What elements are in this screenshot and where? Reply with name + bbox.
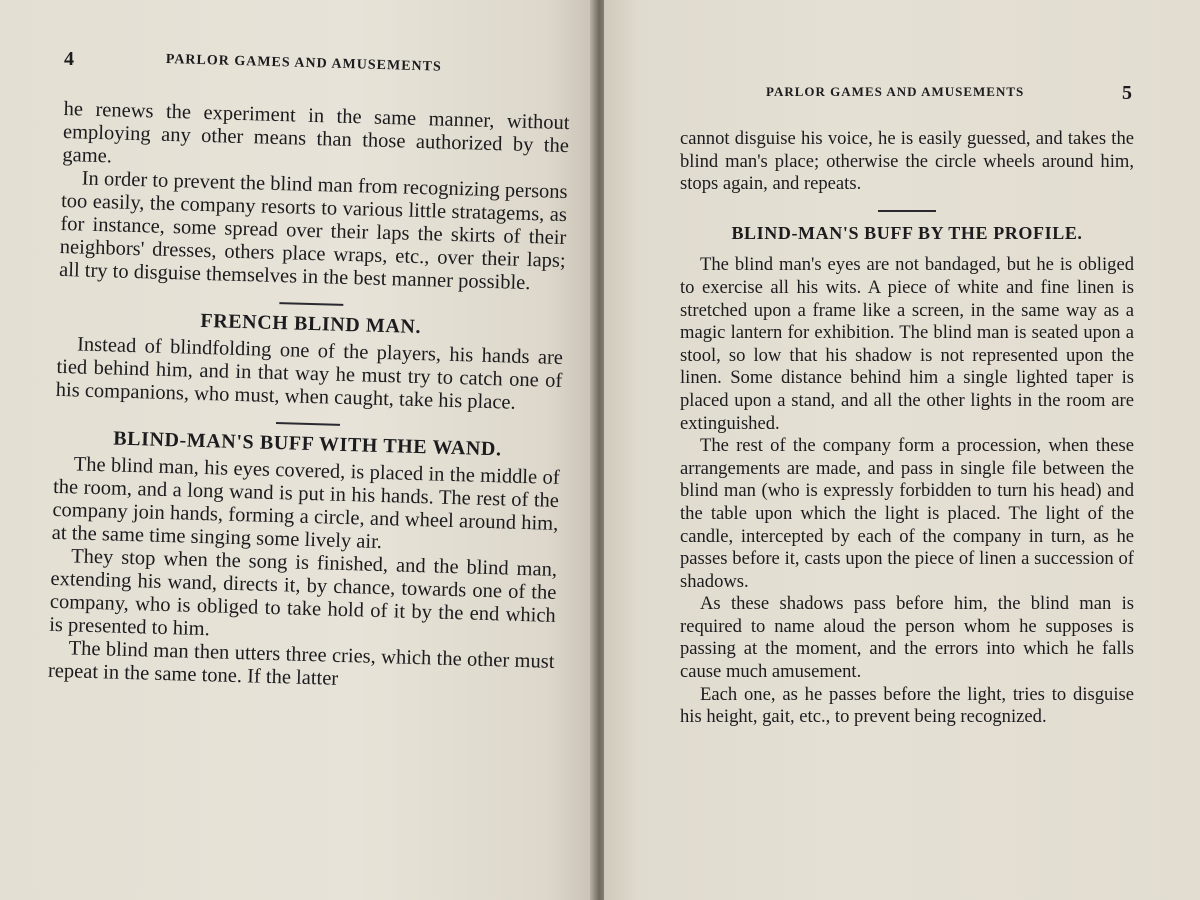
paragraph: The blind man then utters three cries, which the other must repeat in the same tone. If the latter	[47, 637, 555, 690]
right-page	[604, 0, 1200, 900]
paragraph: As these shadows pass before him, the blind man is required to name aloud the person whom he supposes is passing at the moment, and the errors into which he falls cause much amusement.	[680, 593, 1134, 683]
paragraph: Each one, as he passes before the light, tries to disguise his height, gait, etc., to prevent being recognized.	[680, 683, 1134, 728]
left-text-block	[48, 98, 570, 697]
paragraph: cannot disguise his voice, he is easily guessed, and takes the blind man's place; otherwise the circle wheels around him, stops again, and repeats.	[680, 128, 1134, 195]
left-page	[0, 0, 594, 900]
running-head: PARLOR GAMES AND AMUSEMENTS	[165, 52, 442, 75]
section-divider	[279, 302, 343, 306]
section-divider	[878, 210, 936, 212]
section-heading: FRENCH BLIND MAN.	[200, 309, 422, 339]
right-text-block	[680, 128, 1134, 729]
paragraph: Instead of blindfolding one of the players, his hands are tied behind him, and in that way he must try to catch one of his companions, who must, when caught, take his place.	[55, 333, 564, 414]
paragraph: The rest of the company form a procession, when these arrangements are made, and pass in single file between the blind man (who is expressly forbidden to turn his head) and the table upon which the light is placed. The light of the candle, intercepted by each of the company in turn, as he passes before it, casts upon the piece of linen a succession of shadows.	[680, 435, 1134, 592]
paragraph: he renews the experiment in the same manner, without employing any other means than those authorized by the game.	[62, 98, 570, 168]
paragraph: They stop when the song is finished, and the blind man, extending his wand, directs it, by chance, towards one of the company, who is obliged to take hold of it by the end which is presented to him.	[48, 545, 558, 641]
page-number: 4	[64, 48, 74, 70]
section-heading: BLIND-MAN'S BUFF BY THE PROFILE.	[731, 222, 1083, 243]
section-divider	[276, 422, 340, 426]
paragraph: In order to prevent the blind man from recognizing persons too easily, the company resorts to various little stratagems, as for instance, some spread over their laps the skirts of their neighbors' dresses, others place wraps, etc., over their laps; all try to disguise themselves in the best manner possible.	[58, 167, 568, 295]
page-number: 5	[1122, 82, 1132, 104]
running-head: PARLOR GAMES AND AMUSEMENTS	[766, 84, 1025, 99]
paragraph: The blind man, his eyes covered, is placed in the middle of the room, and a long wand is put in his hands. The rest of the company join hands, forming a circle, and wheel around him, at the same time singing some lively air.	[51, 453, 560, 554]
paragraph: The blind man's eyes are not bandaged, but he is obliged to exercise all his wits. A piece of white and fine linen is stretched upon a frame like a screen, in the same way as a magic lantern for exhibition. The blind man is seated upon a stool, so low that his shadow is not represented upon the linen. Some distance behind him a single lighted taper is placed upon a stand, and all the other lights in the room are extinguished.	[680, 254, 1134, 434]
section-heading: BLIND-MAN'S BUFF WITH THE WAND.	[112, 427, 502, 461]
